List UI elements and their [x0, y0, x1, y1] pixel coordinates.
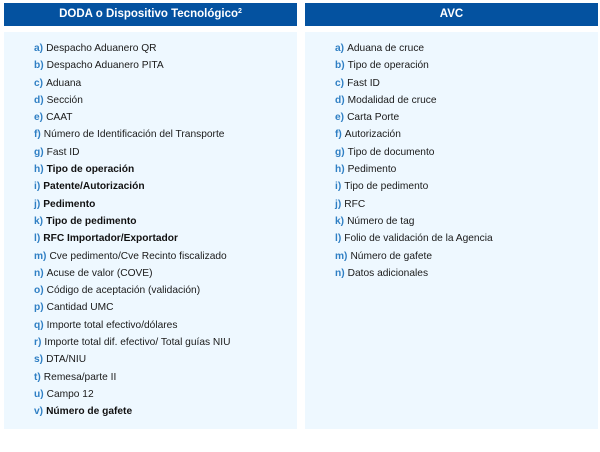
item-letter: c) [34, 77, 44, 89]
item-letter: k) [335, 215, 345, 227]
list-item [335, 230, 598, 247]
list-item [34, 161, 297, 178]
list-item [34, 109, 297, 126]
item-text: Número de Identificación del Transporte [43, 129, 225, 141]
list-item [335, 144, 598, 161]
avc-list [305, 32, 598, 429]
list-item [34, 144, 297, 161]
list-item [34, 403, 297, 420]
item-text: Pedimento [347, 164, 397, 176]
item-letter: b) [34, 60, 44, 72]
doda-column [4, 3, 297, 429]
item-text: Remesa/parte II [43, 371, 117, 383]
item-letter: f) [335, 129, 342, 141]
item-text: Patente/Autorización [43, 181, 145, 193]
list-item [335, 213, 598, 230]
list-item [34, 369, 297, 386]
list-item [335, 75, 598, 92]
item-text: Aduana de cruce [347, 43, 425, 54]
list-item [34, 351, 297, 368]
doda-list [4, 32, 297, 429]
item-letter: h) [34, 164, 44, 176]
list-item [34, 299, 297, 316]
item-letter: v) [34, 406, 44, 418]
item-letter: o) [34, 285, 44, 297]
list-item [335, 196, 598, 213]
item-text: Despacho Aduanero PITA [46, 60, 164, 72]
item-letter: n) [34, 267, 44, 279]
footnote-marker: 2 [238, 8, 242, 15]
avc-header [305, 3, 598, 26]
list-item [335, 57, 598, 74]
item-letter: i) [34, 181, 41, 193]
item-text: Código de aceptación (validación) [46, 285, 201, 297]
item-letter: p) [34, 302, 44, 314]
list-item [34, 317, 297, 334]
list-item [34, 75, 297, 92]
item-text: Sección [46, 94, 83, 106]
item-letter: i) [335, 181, 342, 193]
item-letter: e) [34, 112, 44, 124]
item-letter: q) [34, 319, 44, 331]
item-text: Tipo de operación [347, 60, 429, 72]
list-item [34, 230, 297, 247]
item-letter: g) [335, 146, 345, 158]
item-letter: k) [34, 215, 44, 227]
list-item [335, 126, 598, 143]
item-text: Folio de validación de la Agencia [344, 233, 493, 245]
list-item [335, 265, 598, 282]
item-text: Número de tag [347, 215, 415, 227]
item-text: Acuse de valor (COVE) [46, 267, 153, 279]
item-text: Despacho Aduanero QR [46, 43, 157, 54]
item-letter: g) [34, 146, 44, 158]
item-letter: s) [34, 354, 44, 366]
item-text: RFC Importador/Exportador [43, 233, 178, 245]
list-item [335, 248, 598, 265]
item-text: Número de gafete [46, 406, 133, 418]
item-letter: l) [335, 233, 342, 245]
item-text: Tipo de pedimento [344, 181, 429, 193]
list-item [34, 386, 297, 403]
list-item [34, 126, 297, 143]
item-letter: l) [34, 233, 41, 245]
item-text: Campo 12 [46, 388, 94, 400]
item-text: Modalidad de cruce [347, 94, 437, 106]
item-text: Fast ID [46, 146, 80, 158]
item-letter: d) [335, 94, 345, 106]
item-text: Importe total dif. efectivo/ Total guías NIU [44, 337, 231, 349]
list-item [34, 213, 297, 230]
item-letter: u) [34, 388, 44, 400]
list-item [34, 196, 297, 213]
item-letter: e) [335, 112, 345, 124]
item-letter: a) [34, 43, 44, 54]
item-letter: c) [335, 77, 345, 89]
list-item [335, 40, 598, 57]
list-item [34, 178, 297, 195]
list-item [335, 92, 598, 109]
item-text: Carta Porte [347, 112, 400, 124]
list-item [335, 161, 598, 178]
avc-title: AVC [439, 8, 464, 20]
item-text: Aduana [46, 77, 82, 89]
item-letter: r) [34, 337, 42, 349]
item-text: Pedimento [43, 198, 96, 210]
item-text: Datos adicionales [347, 267, 429, 279]
item-letter: b) [335, 60, 345, 72]
item-letter: h) [335, 164, 345, 176]
list-item [335, 109, 598, 126]
doda-header [4, 3, 297, 26]
item-text: Autorización [344, 129, 401, 141]
list-item [34, 40, 297, 57]
doda-title: DODA o Dispositivo Tecnológico [59, 8, 238, 20]
avc-column [305, 3, 598, 429]
item-text: Importe total efectivo/dólares [46, 319, 178, 331]
list-item [335, 178, 598, 195]
item-letter: m) [34, 250, 47, 262]
item-letter: f) [34, 129, 41, 141]
list-item [34, 248, 297, 265]
list-item [34, 265, 297, 282]
item-text: Fast ID [347, 77, 380, 89]
item-letter: a) [335, 43, 345, 54]
item-text: RFC [344, 198, 366, 210]
item-text: Número de gafete [350, 250, 433, 262]
item-letter: m) [335, 250, 348, 262]
list-item [34, 282, 297, 299]
list-item [34, 92, 297, 109]
item-letter: j) [335, 198, 342, 210]
item-text: Tipo de documento [347, 146, 435, 158]
item-text: CAAT [46, 112, 73, 124]
list-item [34, 334, 297, 351]
list-item [34, 57, 297, 74]
item-text: Tipo de pedimento [46, 215, 137, 227]
item-text: Cantidad UMC [46, 302, 114, 314]
item-text: Tipo de operación [46, 164, 135, 176]
item-letter: j) [34, 198, 41, 210]
item-letter: n) [335, 267, 345, 279]
item-text: Cve pedimento/Cve Recinto fiscalizado [49, 250, 227, 262]
item-letter: t) [34, 371, 41, 383]
item-text: DTA/NIU [46, 354, 87, 366]
item-letter: d) [34, 94, 44, 106]
